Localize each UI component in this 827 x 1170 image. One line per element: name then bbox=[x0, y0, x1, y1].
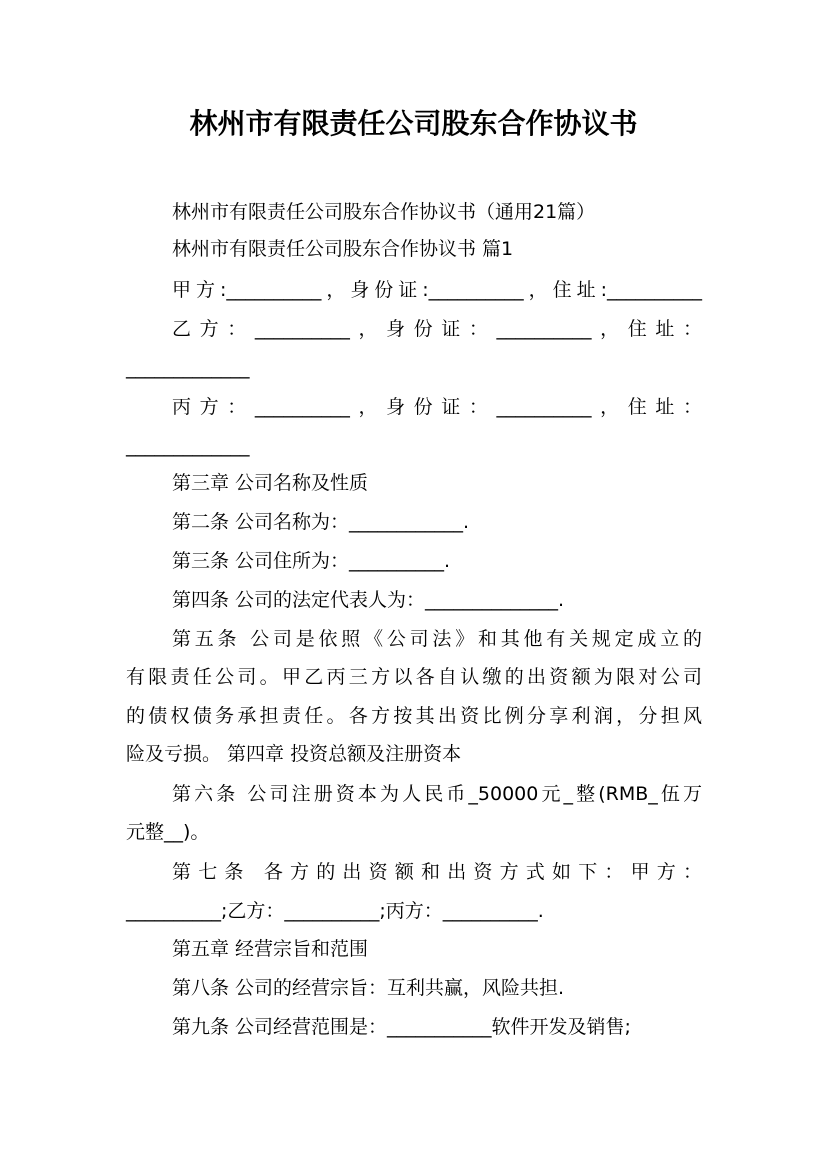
paragraph-line: __________;乙方：__________;丙方：__________. bbox=[126, 900, 544, 922]
article-line: 第二条 公司名称为：____________. bbox=[172, 511, 470, 533]
chapter-heading: 第五章 经营宗旨和范围 bbox=[172, 938, 369, 960]
subtitle-line: 林州市有限责任公司股东合作协议书（通用21篇） bbox=[172, 201, 596, 223]
party-a-line: 甲方:__________，身份证:__________，住址:__________ bbox=[172, 279, 702, 301]
paragraph-line: 第六条 公司注册资本为人民币_50000元_整(RMB_伍万 bbox=[172, 783, 702, 805]
paragraph-line: 第五条 公司是依照《公司法》和其他有关规定成立的 bbox=[172, 628, 702, 650]
party-c-address-blank: _____________ bbox=[126, 435, 250, 457]
article-line: 第八条 公司的经营宗旨：互利共赢，风险共担. bbox=[172, 977, 565, 999]
party-c-line: 丙方：__________，身份证：__________，住址： bbox=[172, 396, 702, 418]
section-heading-line: 林州市有限责任公司股东合作协议书 篇1 bbox=[172, 238, 514, 260]
article-line: 第四条 公司的法定代表人为：______________. bbox=[172, 589, 565, 611]
paragraph-line: 有限责任公司。甲乙丙三方以各自认缴的出资额为限对公司 bbox=[126, 666, 702, 688]
paragraph-line: 元整__)。 bbox=[126, 821, 210, 843]
chapter-heading: 第三章 公司名称及性质 bbox=[172, 472, 369, 494]
paragraph-line: 的债权债务承担责任。各方按其出资比例分享利润，分担风 bbox=[126, 705, 702, 727]
article-line: 第三条 公司住所为：__________. bbox=[172, 550, 451, 572]
party-b-line: 乙方：__________，身份证：__________，住址： bbox=[172, 318, 702, 340]
party-b-address-blank: _____________ bbox=[126, 357, 250, 379]
paragraph-line: 险及亏损。 第四章 投资总额及注册资本 bbox=[126, 743, 462, 765]
document-title: 林州市有限责任公司股东合作协议书 bbox=[189, 107, 638, 140]
article-line: 第九条 公司经营范围是：___________软件开发及销售; bbox=[172, 1016, 631, 1038]
paragraph-line: 第七条 各方的出资额和出资方式如下：甲方： bbox=[172, 861, 702, 883]
